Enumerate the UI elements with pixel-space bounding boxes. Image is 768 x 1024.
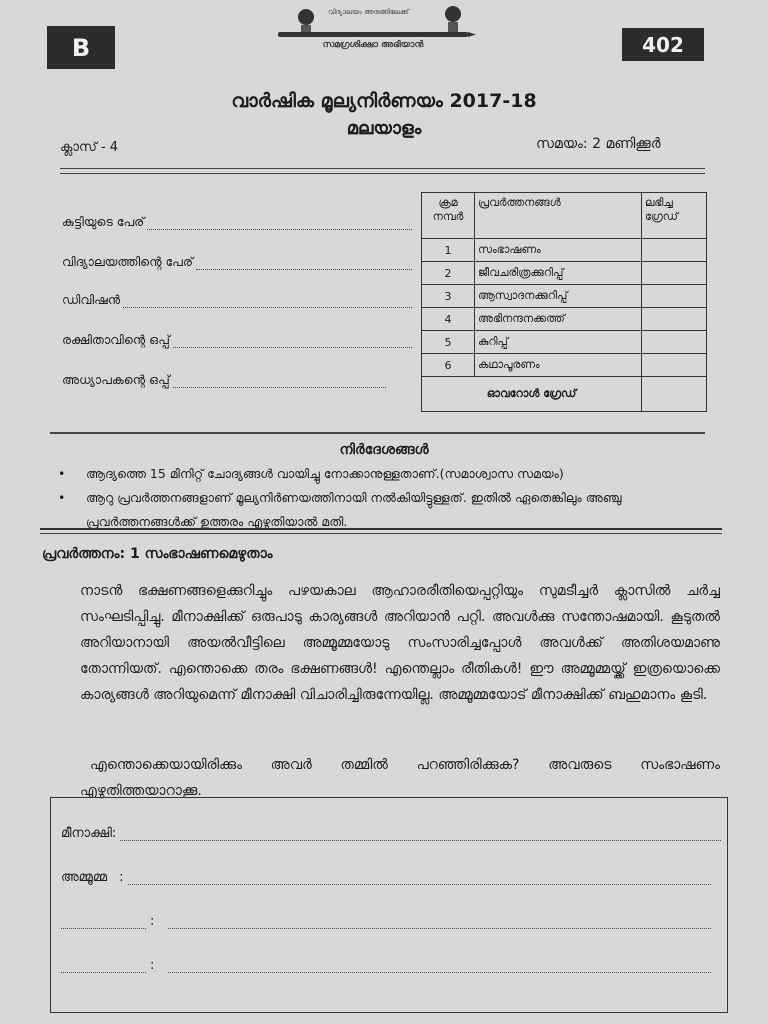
instruction-item: • ആറു പ്രവർത്തനങ്ങളാണ് മൂല്യനിർണയത്തിനായി നൽകിയിട്ടുള്ളത്. ഇതിൽ ഏതെങ്കിലും അഞ്ചു പ്രവർത്തനങ്ങൾക്ക് ഉത്തരം എഴുതിയാൽ മതി. (58, 486, 728, 534)
divider (60, 168, 705, 169)
row-grade-cell[interactable] (642, 331, 707, 354)
divider (40, 533, 722, 534)
bullet-icon: • (58, 490, 66, 505)
row-activity: കഥാപൂരണം (475, 354, 642, 377)
logo-name: സമഗ്രശിക്ഷാ അഭിയാൻ (322, 40, 424, 50)
table-row (422, 308, 707, 331)
divider (60, 173, 705, 174)
row-grade-cell[interactable] (642, 354, 707, 377)
header-grade: ലഭിച്ച ഗ്രേഡ് (642, 193, 707, 239)
row-activity: ആസ്വാദനക്കുറിപ്പ് (475, 285, 642, 308)
row-num: 3 (422, 285, 475, 308)
overall-grade-label: ഓവറോൾ ഗ്രേഡ് (422, 377, 642, 412)
row-num: 4 (422, 308, 475, 331)
table-row (422, 285, 707, 308)
dialogue-line[interactable]: മീനാക്ഷി : (61, 826, 721, 841)
row-activity: അഭിനന്ദനക്കത്ത് (475, 308, 642, 331)
row-activity: സംഭാഷണം (475, 239, 642, 262)
field-label: വിദ്യാലയത്തിന്റെ പേര് (62, 254, 193, 269)
student-name-field[interactable] (62, 214, 412, 230)
speaker-label: അമ്മൂമ്മ (61, 870, 108, 885)
teacher-signature-field[interactable] (62, 372, 386, 388)
task-question: എന്തൊക്കെയായിരിക്കും അവർ തമ്മിൽ പറഞ്ഞിരിക്കുക? അവരുടെ സംഭാഷണം എഴുതിത്തയാറാക്കൂ. (80, 757, 720, 799)
row-num: 1 (422, 239, 475, 262)
task-paragraph: നാടൻ ഭക്ഷണങ്ങളെക്കുറിച്ചും പഴയകാല ആഹാരരീതിയെപ്പറ്റിയും സുമടീച്ചർ ക്ലാസിൽ ചർച്ച സംഘടിപ്പിച്ചു. മീനാക്ഷിക്ക് ഒരുപാടു കാര്യങ്ങൾ അറിയാൻ പറ്റി. അവൾക്കു സന്തോഷമായി. കൂടുതൽ അറിയാനായി അയൽവീട്ടിലെ അമ്മൂമ്മയോടു സംസാരിച്ചപ്പോൾ അവൾക്ക് അതിശയമാണു തോന്നിയത്. എന്തൊക്കെ തരം ഭക്ഷണങ്ങൾ! എന്തെല്ലാം രീതികൾ! ഈ അമ്മൂമ്മയ്ക്ക് ഇത്രയൊക്കെ കാര്യങ്ങൾ അറിയുമെന്ന് മീനാക്ഷി വിചാരിച്ചിരുന്നേയില്ല. അമ്മൂമ്മയോട് മീനാക്ഷിക്ക് ബഹുമാനം കൂടി. (80, 583, 720, 703)
row-grade-cell[interactable] (642, 239, 707, 262)
class-label: ക്ലാസ് - 4 (60, 140, 119, 155)
time-label: സമയം: 2 മണിക്കൂർ (536, 136, 661, 152)
header-activity: പ്രവർത്തനങ്ങൾ (475, 193, 642, 239)
answer-box (50, 797, 728, 1013)
grade-table-header (422, 193, 707, 239)
field-label: അധ്യാപകന്റെ ഒപ്പ് (62, 372, 170, 387)
overall-grade-row (422, 377, 707, 412)
row-grade-cell[interactable] (642, 308, 707, 331)
divider (40, 528, 722, 530)
division-field[interactable] (62, 292, 412, 308)
row-activity: കുറിപ്പ് (475, 331, 642, 354)
header-serial: ക്രമ നമ്പർ (422, 193, 475, 239)
overall-grade-cell[interactable] (642, 377, 707, 412)
bullet-icon: • (58, 466, 66, 481)
task-title: പ്രവർത്തനം: 1 സംഭാഷണമെഴുതാം (42, 546, 273, 562)
row-num: 5 (422, 331, 475, 354)
paper-code-badge: 402 (622, 28, 704, 61)
field-label: ഡിവിഷൻ (62, 292, 121, 307)
exam-title: വാർഷിക മൂല്യനിർണയം 2017-18 (231, 90, 537, 112)
row-activity: ജീവചരിത്രക്കുറിപ്പ് (475, 262, 642, 285)
dialogue-line[interactable]: : (61, 914, 711, 929)
field-label: കുട്ടിയുടെ പേര് (62, 214, 145, 229)
parent-signature-field[interactable] (62, 332, 412, 348)
field-label: രക്ഷിതാവിന്റെ ഒപ്പ് (62, 332, 170, 347)
dialogue-line[interactable]: : (61, 958, 711, 973)
school-name-field[interactable] (62, 254, 412, 270)
paper-set-badge: B (47, 26, 115, 69)
speaker-blank[interactable] (61, 918, 146, 929)
table-row (422, 262, 707, 285)
table-row (422, 331, 707, 354)
grade-table (421, 192, 707, 412)
divider (50, 432, 705, 434)
ssa-logo (268, 2, 478, 62)
subject-title: മലയാളം (346, 118, 422, 139)
table-row (422, 354, 707, 377)
dialogue-line[interactable]: അമ്മൂമ്മ : (61, 870, 711, 885)
row-num: 2 (422, 262, 475, 285)
row-grade-cell[interactable] (642, 285, 707, 308)
logo-tagline: വിദ്യാലയം അരങ്ങിലേക്ക് (328, 8, 409, 16)
row-grade-cell[interactable] (642, 262, 707, 285)
row-num: 6 (422, 354, 475, 377)
instruction-item: • ആദ്യത്തെ 15 മിനിറ്റ് ചോദ്യങ്ങൾ വായിച്ചു നോക്കാനുള്ളതാണ്.(സമാശ്വാസ സമയം) (58, 462, 728, 486)
instructions-title: നിർദേശങ്ങൾ (339, 442, 429, 458)
speaker-label: മീനാക്ഷി (61, 826, 112, 841)
speaker-blank[interactable] (61, 962, 146, 973)
table-row (422, 239, 707, 262)
